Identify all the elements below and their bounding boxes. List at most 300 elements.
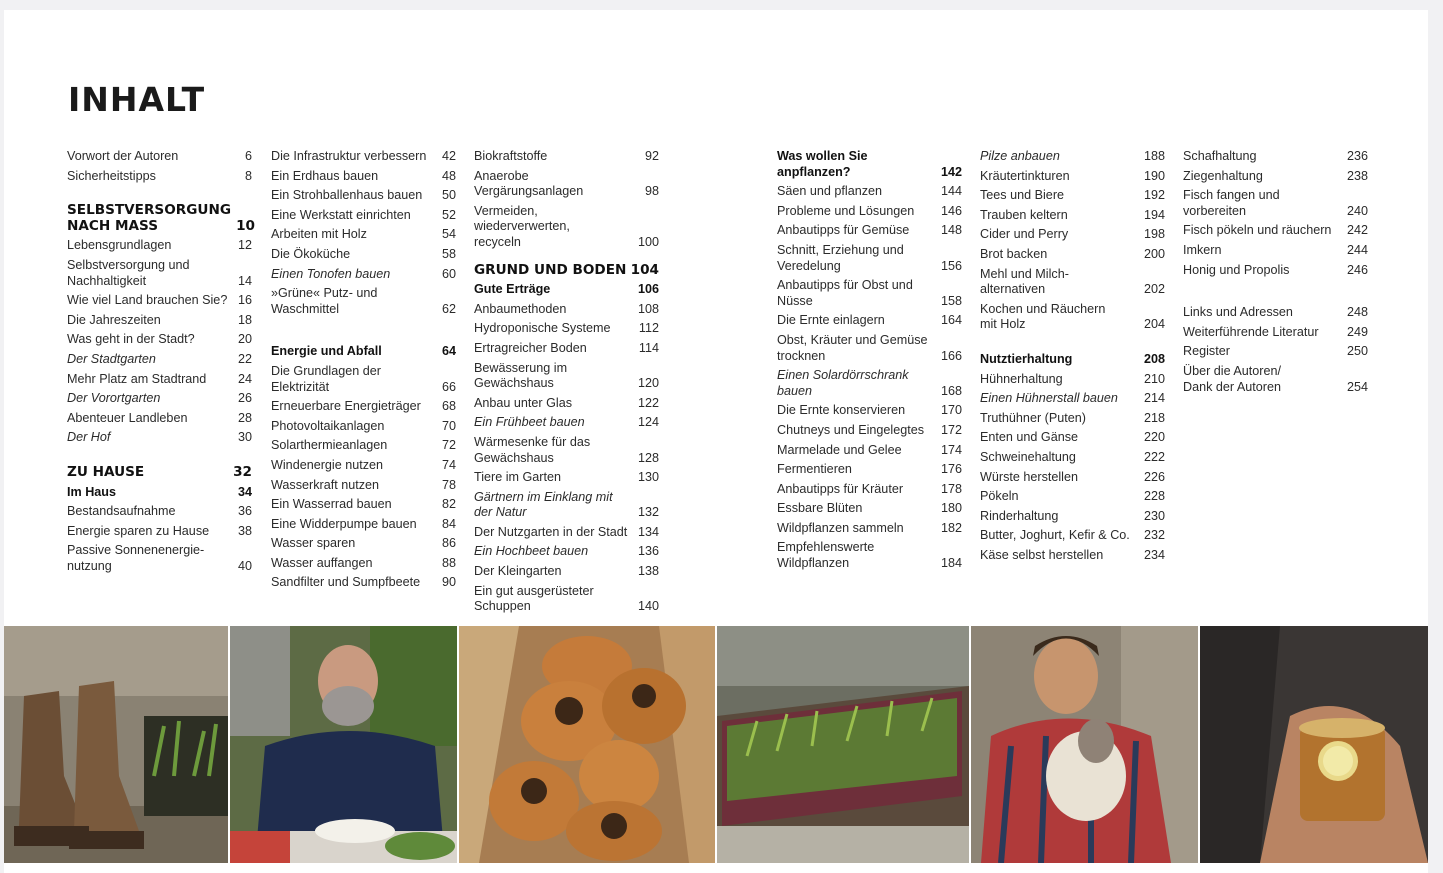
- toc-entry-title: Ein Wasserrad bauen: [271, 497, 392, 512]
- toc-entry-title: Wie viel Land brauchen Sie?: [67, 293, 228, 308]
- toc-entry-page: 78: [441, 477, 456, 492]
- toc-entry: [980, 208, 1165, 224]
- toc-entry: [1183, 364, 1368, 395]
- toc-entry-page: 62: [441, 301, 456, 316]
- toc-entry-page: 170: [940, 403, 962, 418]
- toc-entry-page: 108: [637, 301, 659, 316]
- toc-entry-page: 38: [237, 523, 252, 538]
- toc-entry: [474, 149, 659, 165]
- toc-entry-title: Schafhaltung: [1183, 149, 1257, 163]
- toc-entry-title: Wasser sparen: [271, 536, 356, 551]
- toc-entry-page: 230: [1143, 508, 1165, 523]
- toc-entry: [777, 333, 962, 364]
- toc-entry-title: Der Nutzgarten in der Stadt: [474, 524, 628, 539]
- toc-entry: [271, 478, 456, 494]
- toc-entry-title: Der Hof: [67, 430, 111, 445]
- toc-entry-title: Mehr Platz am Stadtrand: [67, 371, 207, 386]
- toc-entry-page: 66: [441, 379, 456, 394]
- toc-entry-page: 158: [940, 293, 962, 308]
- toc-entry-page: 236: [1346, 149, 1368, 163]
- toc-entry-title: Anbau unter Glas: [474, 395, 573, 410]
- toc-entry-page: 180: [940, 501, 962, 516]
- toc-entry-title: Wildpflanzen sammeln: [777, 520, 904, 535]
- toc-entry: [777, 443, 962, 459]
- toc-entry: [777, 223, 962, 239]
- toc-column-4: [777, 149, 962, 576]
- toc-entry: [67, 543, 252, 574]
- toc-entry-page: 26: [237, 391, 252, 406]
- toc-entry: [777, 368, 962, 399]
- toc-column-2: [271, 149, 456, 595]
- toc-entry-title: Kräutertinkturen: [980, 168, 1070, 183]
- toc-entry: [67, 169, 252, 185]
- toc-entry: [777, 149, 962, 180]
- toc-entry-page: 40: [237, 558, 252, 573]
- toc-entry-page: 178: [940, 481, 962, 496]
- photo-strip: [4, 626, 1428, 873]
- toc-entry: [474, 490, 659, 521]
- toc-entry-page: 218: [1143, 410, 1165, 425]
- toc-entry: [271, 438, 456, 454]
- toc-entry-title: Arbeiten mit Holz: [271, 227, 367, 242]
- toc-entry-title: Fisch fangen und vorbereiten: [1183, 188, 1280, 218]
- toc-entry-page: 198: [1143, 227, 1165, 242]
- toc-entry-title: Photovoltaikanlagen: [271, 418, 385, 433]
- toc-entry-page: 208: [1143, 351, 1165, 366]
- toc-entry-page: 36: [237, 504, 252, 519]
- toc-entry-title: Register: [1183, 344, 1230, 359]
- toc-entry-page: 214: [1143, 391, 1165, 406]
- toc-entry-title: Die Infrastruktur verbessern: [271, 149, 427, 163]
- toc-entry: [271, 575, 456, 591]
- toc-entry: [980, 169, 1165, 185]
- toc-entry-title: Fisch pökeln und räuchern: [1183, 223, 1332, 238]
- toc-entry-page: 54: [441, 227, 456, 242]
- page-title: INHALT: [68, 80, 206, 119]
- toc-entry-title: Empfehlenswerte Wildpflanzen: [777, 540, 875, 571]
- toc-entry-page: 24: [237, 371, 252, 386]
- toc-entry: [67, 352, 252, 368]
- toc-entry-title: Einen Solardörrschrank bauen: [777, 368, 909, 398]
- toc-entry-title: Schnitt, Erziehung und Veredelung: [777, 242, 904, 273]
- toc-entry: [67, 411, 252, 427]
- toc-entry: [980, 470, 1165, 486]
- toc-entry-title: Eine Werkstatt einrichten: [271, 207, 411, 222]
- toc-entry: [777, 243, 962, 274]
- toc-entry: [980, 450, 1165, 466]
- toc-entry-title: Ein Hochbeet bauen: [474, 544, 589, 559]
- toc-entry-title: ZU HAUSE: [67, 463, 145, 480]
- toc-entry-page: 254: [1346, 379, 1368, 394]
- toc-entry-title: Ein gut ausgerüsteter Schuppen: [474, 583, 594, 614]
- toc-entry: [474, 564, 659, 580]
- toc-entry: [271, 227, 456, 243]
- toc-entry-title: Honig und Propolis: [1183, 262, 1290, 277]
- toc-entry-title: Lebensgrundlagen: [67, 238, 172, 253]
- toc-entry: [271, 267, 456, 283]
- toc-entry-title: SELBSTVERSORGUNG NACH MASS: [67, 202, 231, 234]
- toc-entry: [777, 482, 962, 498]
- toc-entry-title: Windenergie nutzen: [271, 457, 384, 472]
- toc-entry-page: 20: [237, 332, 252, 347]
- toc-entry-title: Nutztierhaltung: [980, 351, 1073, 366]
- toc-entry-title: Pökeln: [980, 489, 1019, 504]
- toc-entry-title: Mehl und Milch- alternativen: [980, 266, 1069, 297]
- toc-entry-page: 122: [637, 395, 659, 410]
- toc-entry: [777, 423, 962, 439]
- toc-entry: [271, 344, 456, 360]
- toc-entry-title: Weiterführende Literatur: [1183, 324, 1319, 339]
- toc-entry: [980, 391, 1165, 407]
- toc-entry-page: 190: [1143, 168, 1165, 183]
- toc-entry: [67, 372, 252, 388]
- toc-entry-title: Hydroponische Systeme: [474, 321, 611, 336]
- toc-entry: [1183, 149, 1368, 165]
- toc-entry-title: Die Jahreszeiten: [67, 312, 161, 327]
- toc-entry-title: »Grüne« Putz- und Waschmittel: [271, 286, 378, 316]
- tea-glass-photo: [1200, 626, 1428, 863]
- toc-entry-page: 222: [1143, 449, 1165, 464]
- toc-entry: [474, 396, 659, 412]
- toc-entry-page: 86: [441, 536, 456, 551]
- toc-entry-title: Was wollen Sie anpflanzen?: [777, 149, 868, 179]
- toc-entry: [1183, 188, 1368, 219]
- toc-entry-page: 112: [638, 321, 659, 336]
- toc-entry-page: 249: [1346, 324, 1368, 339]
- toc-entry-title: Probleme und Lösungen: [777, 203, 915, 218]
- toc-entry: [980, 411, 1165, 427]
- toc-entry-title: Wärmesenke für das Gewächshaus: [474, 434, 591, 465]
- bread-rolls-photo: [459, 626, 715, 863]
- toc-entry-page: 10: [236, 217, 255, 234]
- toc-entry: [67, 485, 252, 501]
- toc-entry: [67, 391, 252, 407]
- toc-entry: [67, 313, 252, 329]
- toc-entry: [271, 286, 456, 317]
- toc-entry-page: 250: [1346, 344, 1368, 359]
- toc-entry: [777, 403, 962, 419]
- toc-entry-title: Die Ernte einlagern: [777, 313, 885, 328]
- toc-entry-title: Ein Strohballenhaus bauen: [271, 188, 423, 203]
- toc-entry-title: Eine Widderpumpe bauen: [271, 516, 417, 531]
- toc-entry-page: 8: [244, 168, 252, 183]
- toc-entry-page: 176: [940, 462, 962, 477]
- toc-entry-page: 244: [1346, 242, 1368, 257]
- toc-entry-page: 50: [441, 188, 456, 203]
- toc-column-5: [980, 149, 1165, 567]
- toc-entry-title: Energie und Abfall: [271, 344, 382, 359]
- toc-entry: [980, 247, 1165, 263]
- toc-column-3: [474, 149, 659, 619]
- toc-entry: [980, 430, 1165, 446]
- toc-entry-page: 188: [1143, 149, 1165, 163]
- toc-entry: [67, 149, 252, 165]
- toc-column-6: [1183, 149, 1368, 399]
- toc-entry-title: Anbautipps für Obst und Nüsse: [777, 278, 913, 308]
- toc-entry-title: Wasser auffangen: [271, 555, 373, 570]
- toc-entry-title: Essbare Blüten: [777, 501, 863, 516]
- toc-entry-page: 104: [630, 261, 659, 278]
- toc-entry-title: Tees und Biere: [980, 188, 1065, 203]
- toc-entry: [980, 372, 1165, 388]
- toc-column-1: [67, 149, 255, 578]
- toc-entry-title: Ein Erdhaus bauen: [271, 168, 379, 183]
- toc-entry: [271, 419, 456, 435]
- toc-entry-page: 124: [637, 415, 659, 430]
- toc-entry-title: Obst, Kräuter und Gemüse trocknen: [777, 332, 928, 363]
- toc-entry-page: 132: [637, 505, 659, 520]
- toc-entry-title: Butter, Joghurt, Kefir & Co.: [980, 528, 1130, 543]
- toc-entry-page: 88: [441, 555, 456, 570]
- toc-entry-title: Chutneys und Eingelegtes: [777, 422, 925, 437]
- toc-entry: [271, 458, 456, 474]
- toc-entry-page: 18: [237, 312, 252, 327]
- toc-entry-page: 42: [441, 149, 456, 163]
- toc-entry-page: 164: [940, 313, 962, 328]
- toc-entry: [474, 282, 659, 298]
- toc-entry: [67, 504, 252, 520]
- toc-entry-page: 226: [1143, 469, 1165, 484]
- toc-entry-title: Selbstversorgung und Nachhaltigkeit: [67, 257, 190, 288]
- toc-entry-title: Energie sparen zu Hause: [67, 523, 210, 538]
- toc-entry-page: 70: [441, 418, 456, 433]
- toc-entry: [777, 204, 962, 220]
- toc-entry-title: Der Kleingarten: [474, 564, 562, 579]
- toc-entry-page: 232: [1143, 528, 1165, 543]
- toc-entry-title: Säen und pflanzen: [777, 184, 883, 199]
- toc-entry: [777, 184, 962, 200]
- toc-entry-title: Vermeiden, wiederverwerten, recyceln: [474, 203, 570, 249]
- toc-entry: [474, 302, 659, 318]
- toc-entry-title: GRUND UND BODEN: [474, 261, 627, 278]
- toc-entry-title: Anbautipps für Kräuter: [777, 481, 904, 496]
- boots-photo: [4, 626, 228, 863]
- toc-entry: [777, 313, 962, 329]
- toc-entry: [67, 293, 252, 309]
- toc-entry: [777, 462, 962, 478]
- toc-entry-page: 238: [1346, 168, 1368, 183]
- toc-entry-page: 142: [940, 164, 962, 179]
- toc-entry: [474, 361, 659, 392]
- toc-entry-page: 100: [637, 234, 659, 249]
- toc-entry-page: 248: [1346, 305, 1368, 320]
- toc-entry: [980, 302, 1165, 333]
- toc-entry: [474, 435, 659, 466]
- toc-entry-title: Marmelade und Gelee: [777, 442, 902, 457]
- toc-entry-title: Anbaumethoden: [474, 301, 567, 316]
- toc-entry-page: 6: [244, 149, 252, 163]
- toc-entry: [1183, 223, 1368, 239]
- toc-entry-title: Ein Frühbeet bauen: [474, 415, 585, 430]
- toc-entry-page: 68: [441, 399, 456, 414]
- toc-entry-title: Trauben keltern: [980, 207, 1068, 222]
- toc-entry-title: Bestandsaufnahme: [67, 504, 176, 519]
- toc-entry: [980, 188, 1165, 204]
- toc-entry-page: 138: [637, 564, 659, 579]
- toc-entry-page: 32: [233, 463, 252, 480]
- toc-entry: [980, 149, 1165, 165]
- toc-entry-page: 204: [1143, 317, 1165, 332]
- toc-entry: [980, 352, 1165, 368]
- toc-entry-title: Tiere im Garten: [474, 470, 562, 485]
- toc-entry-title: Käse selbst herstellen: [980, 547, 1104, 562]
- toc-entry: [67, 238, 252, 254]
- toc-entry-page: 200: [1143, 246, 1165, 261]
- toc-entry: [67, 430, 252, 446]
- toc-entry: [67, 465, 252, 481]
- toc-entry: [271, 208, 456, 224]
- toc-entry-title: Schweinehaltung: [980, 449, 1076, 464]
- toc-entry: [474, 470, 659, 486]
- toc-entry: [980, 227, 1165, 243]
- toc-entry-page: 210: [1143, 371, 1165, 386]
- microgreens-photo: [717, 626, 969, 863]
- toc-entry-page: 242: [1346, 223, 1368, 238]
- man-with-lamb-photo: [971, 626, 1198, 863]
- toc-entry-page: 52: [441, 207, 456, 222]
- toc-entry: [271, 364, 456, 395]
- toc-entry-page: 30: [237, 430, 252, 445]
- toc-entry-title: Wasserkraft nutzen: [271, 477, 380, 492]
- toc-entry-title: Gute Erträge: [474, 282, 551, 297]
- toc-entry-page: 128: [637, 450, 659, 465]
- toc-entry-page: 130: [637, 470, 659, 485]
- toc-entry: [271, 536, 456, 552]
- toc-entry-title: Anbautipps für Gemüse: [777, 223, 910, 238]
- toc-entry-title: Rinderhaltung: [980, 508, 1059, 523]
- toc-entry: [67, 332, 252, 348]
- toc-entry: [271, 188, 456, 204]
- toc-entry-page: 156: [940, 258, 962, 273]
- toc-entry: [980, 489, 1165, 505]
- toc-entry: [1183, 169, 1368, 185]
- toc-entry: [980, 548, 1165, 564]
- toc-entry-title: Hühnerhaltung: [980, 371, 1063, 386]
- toc-entry-title: Vorwort der Autoren: [67, 149, 179, 163]
- toc-entry-page: 120: [637, 376, 659, 391]
- toc-entry-page: 228: [1143, 489, 1165, 504]
- toc-entry-page: 16: [237, 293, 252, 308]
- toc-entry-page: 192: [1143, 188, 1165, 203]
- toc-entry-title: Was geht in der Stadt?: [67, 332, 195, 347]
- toc-entry-title: Im Haus: [67, 484, 116, 499]
- toc-entry: [980, 528, 1165, 544]
- toc-entry-page: 74: [441, 457, 456, 472]
- toc-entry: [271, 169, 456, 185]
- toc-entry-page: 114: [638, 340, 659, 355]
- toc-entry-title: Einen Hühnerstall bauen: [980, 391, 1118, 406]
- toc-entry-page: 168: [940, 383, 962, 398]
- toc-entry-title: Cider und Perry: [980, 227, 1069, 242]
- toc-entry-page: 98: [644, 184, 659, 199]
- toc-entry-title: Der Stadtgarten: [67, 351, 156, 366]
- toc-entry-page: 240: [1346, 203, 1368, 218]
- toc-entry-page: 48: [441, 168, 456, 183]
- toc-entry-page: 28: [237, 410, 252, 425]
- toc-entry: [271, 247, 456, 263]
- toc-entry: [474, 341, 659, 357]
- toc-entry-title: Erneuerbare Energieträger: [271, 399, 421, 414]
- toc-entry-page: 220: [1143, 430, 1165, 445]
- toc-entry-title: Fermentieren: [777, 462, 852, 477]
- toc-entry: [67, 524, 252, 540]
- toc-entry-title: Sandfilter und Sumpfbeete: [271, 575, 421, 590]
- toc-entry-title: Imkern: [1183, 242, 1222, 257]
- toc-entry-title: Ziegenhaltung: [1183, 168, 1263, 183]
- toc-entry-title: Abenteuer Landleben: [67, 410, 188, 425]
- toc-entry-title: Gärtnern im Einklang mit der Natur: [474, 489, 613, 520]
- toc-entry-page: 12: [237, 238, 252, 253]
- toc-entry-title: Passive Sonnenenergie- nutzung: [67, 543, 205, 573]
- toc-entry: [1183, 305, 1368, 321]
- toc-entry-page: 148: [940, 223, 962, 238]
- toc-entry-page: 182: [940, 520, 962, 535]
- toc-entry-title: Pilze anbauen: [980, 149, 1060, 163]
- toc-entry-page: 64: [441, 344, 456, 359]
- man-eating-photo: [230, 626, 457, 863]
- toc-entry-page: 140: [637, 599, 659, 614]
- toc-entry: [474, 321, 659, 337]
- toc-entry-title: Enten und Gänse: [980, 430, 1079, 445]
- toc-entry-page: 194: [1143, 207, 1165, 222]
- toc-entry-page: 82: [441, 497, 456, 512]
- toc-entry-page: 174: [940, 442, 962, 457]
- toc-entry-page: 134: [637, 524, 659, 539]
- toc-entry-title: Anaerobe Vergärungsanlagen: [474, 168, 584, 199]
- toc-entry-page: 246: [1346, 262, 1368, 277]
- toc-entry-page: 136: [637, 544, 659, 559]
- toc-entry-page: 144: [940, 184, 962, 199]
- toc-entry-title: Kochen und Räuchern mit Holz: [980, 301, 1106, 332]
- toc-entry: [1183, 263, 1368, 279]
- toc-entry-title: Links und Adressen: [1183, 305, 1293, 320]
- toc-entry: [1183, 325, 1368, 341]
- toc-entry: [980, 509, 1165, 525]
- toc-entry: [1183, 243, 1368, 259]
- toc-entry: [777, 521, 962, 537]
- toc-entry: [271, 149, 456, 165]
- toc-entry: [271, 399, 456, 415]
- toc-entry-title: Würste herstellen: [980, 469, 1078, 484]
- toc-entry-title: Brot backen: [980, 246, 1048, 261]
- toc-entry-title: Der Vorortgarten: [67, 391, 161, 406]
- toc-entry-page: 60: [441, 266, 456, 281]
- book-page: [4, 10, 1428, 873]
- toc-entry-page: 58: [441, 246, 456, 261]
- toc-entry-page: 92: [644, 149, 659, 163]
- toc-entry: [474, 263, 659, 279]
- toc-entry: [1183, 344, 1368, 360]
- toc-entry: [67, 258, 252, 289]
- toc-entry-title: Die Ökoküche: [271, 246, 351, 261]
- toc-entry-page: 72: [441, 438, 456, 453]
- toc-entry-title: Einen Tonofen bauen: [271, 266, 391, 281]
- toc-entry: [67, 202, 255, 234]
- toc-entry-page: 22: [237, 351, 252, 366]
- toc-entry-page: 184: [940, 556, 962, 571]
- toc-entry: [777, 540, 962, 571]
- toc-entry: [474, 525, 659, 541]
- toc-entry-title: Bewässerung im Gewächshaus: [474, 360, 568, 391]
- toc-entry: [271, 556, 456, 572]
- toc-entry-page: 166: [940, 348, 962, 363]
- toc-entry-title: Die Grundlagen der Elektrizität: [271, 363, 381, 394]
- toc-entry-page: 106: [637, 282, 659, 297]
- toc-entry-page: 146: [940, 203, 962, 218]
- toc-entry-title: Biokraftstoffe: [474, 149, 548, 163]
- toc-entry: [474, 204, 659, 251]
- toc-entry: [777, 501, 962, 517]
